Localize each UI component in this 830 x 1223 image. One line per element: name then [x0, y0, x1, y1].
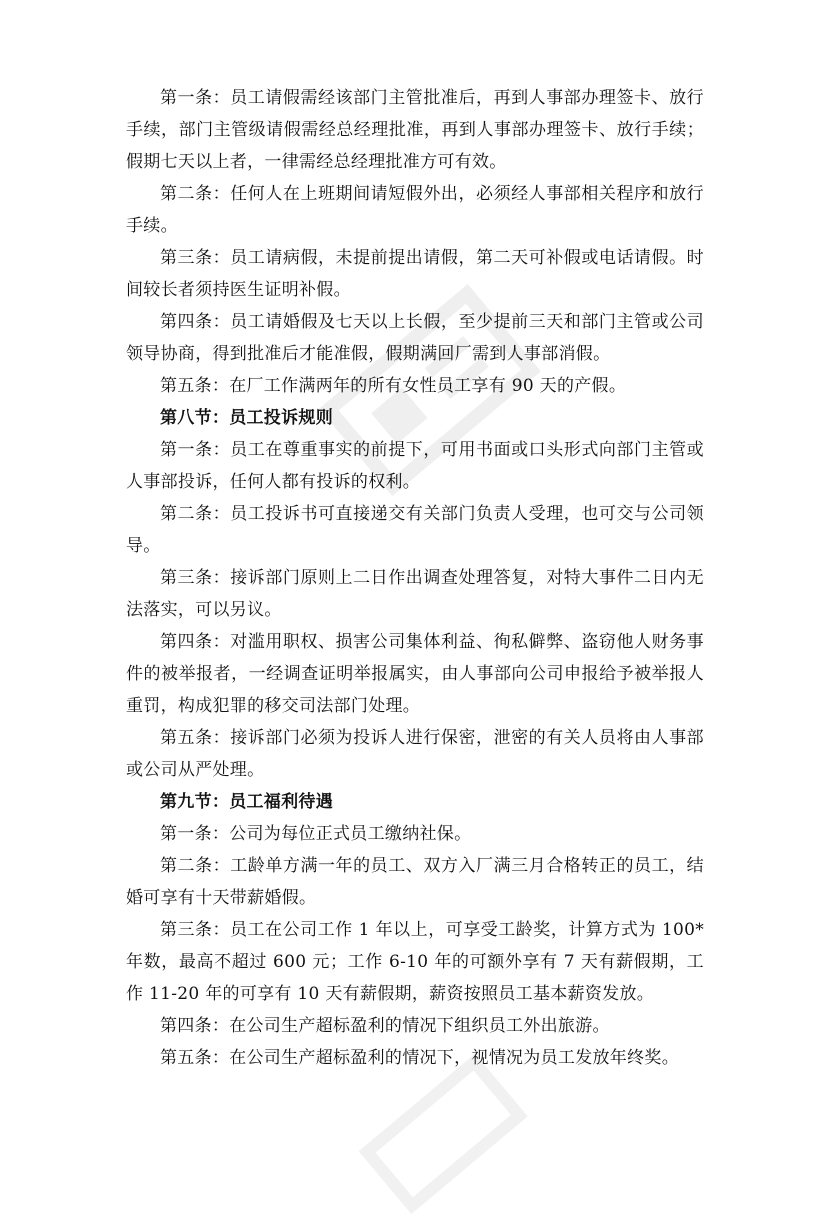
paragraph: 第五条：在公司生产超标盈利的情况下，视情况为员工发放年终奖。: [160, 1048, 679, 1068]
paragraph: 第三条：接诉部门原则上二日作出调查处理答复，对特大事件二日内无法落实，可以另议。: [126, 568, 704, 620]
paragraph: 第四条：在公司生产超标盈利的情况下组织员工外出旅游。: [160, 1016, 610, 1036]
paragraph: 第一条：公司为每位正式员工缴纳社保。: [160, 824, 472, 844]
paragraph: 第一条：员工请假需经该部门主管批准后，再到人事部办理签卡、放行手续，部门主管级请假需经总经理批准，再到人事部办理签卡、放行手续；假期七天以上者，一律需经总经理批准方可有效。: [126, 88, 704, 172]
paragraph: 第三条：员工在公司工作 1 年以上，可享受工龄奖，计算方式为 100*年数，最高不超过 600 元；工作 6-10 年的可额外享有 7 天有薪假期，工作 11-20 年的可享有 10 天有薪假期，薪资按照员工基本薪资发放。: [126, 920, 704, 1004]
section-heading: 第九节：员工福利待遇: [160, 792, 333, 812]
paragraph: 第三条：员工请病假，未提前提出请假，第二天可补假或电话请假。时间较长者须持医生证明补假。: [126, 248, 704, 300]
paragraph: 第二条：任何人在上班期间请短假外出，必须经人事部相关程序和放行手续。: [126, 184, 704, 236]
paragraph: 第一条：员工在尊重事实的前提下，可用书面或口头形式向部门主管或人事部投诉，任何人都有投诉的权利。: [126, 440, 704, 492]
paragraph: 第二条：员工投诉书可直接递交有关部门负责人受理，也可交与公司领导。: [126, 504, 704, 556]
paragraph: 第五条：在厂工作满两年的所有女性员工享有 90 天的产假。: [160, 376, 627, 396]
paragraph: 第四条：对滥用职权、损害公司集体利益、徇私僻弊、盗窃他人财务事件的被举报者，一经调查证明举报属实，由人事部向公司申报给予被举报人重罚，构成犯罪的移交司法部门处理。: [126, 632, 704, 716]
document-body: [126, 82, 704, 1074]
paragraph: 第四条：员工请婚假及七天以上长假，至少提前三天和部门主管或公司领导协商，得到批准后才能准假，假期满回厂需到人事部消假。: [126, 312, 704, 364]
paragraph: 第二条：工龄单方满一年的员工、双方入厂满三月合格转正的员工，结婚可享有十天带薪婚假。: [126, 856, 704, 908]
section-heading: 第八节：员工投诉规则: [160, 408, 333, 428]
paragraph: 第五条：接诉部门必须为投诉人进行保密，泄密的有关人员将由人事部或公司从严处理。: [126, 728, 704, 780]
